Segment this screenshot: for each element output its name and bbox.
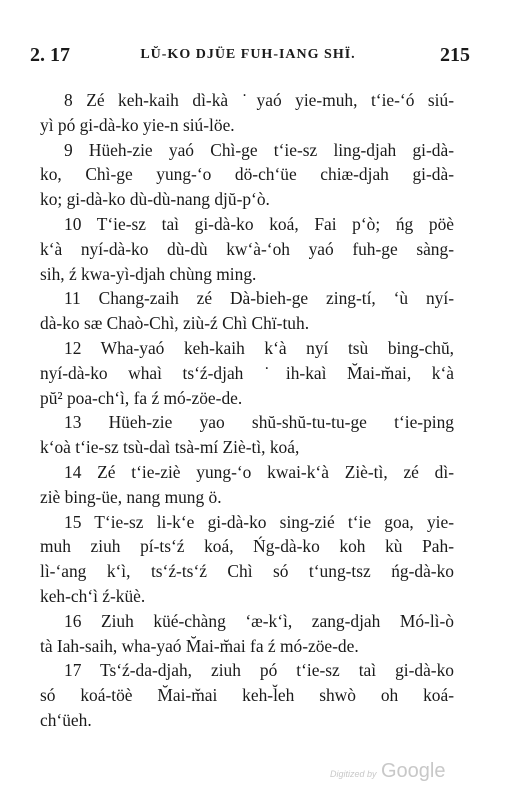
text-line: 9 Hüeh-zie yaó Chì-ge t‘ie-sz ling-djah gi-dà- xyxy=(64,139,454,160)
text-line: 8 Zé keh-kaih dì-kà ˙yaó yie-muh, t‘ie-‘ó siú- xyxy=(64,90,454,110)
text-line: lì-‘ang k‘ì, ts‘ź-ts‘ź Chì só t‘ung-tsz ńg-dà-ko xyxy=(40,561,454,582)
text-line: só koá-töè M̆ai-m̆ai keh-l̆eh shwò oh koá- xyxy=(40,685,454,706)
text-line: 15 T‘ie-sz li-k‘e gi-dà-ko sing-zié t‘ie goa, yie- xyxy=(64,511,454,532)
text-line: keh-ch‘ì ź-küè. xyxy=(40,585,146,606)
text-line: 16 Ziuh küé-chàng ‘æ-k‘ì, zang-djah Mó-lì-ò xyxy=(64,610,454,631)
watermark-prefix: Digitized by xyxy=(330,769,377,779)
running-title: LŬ-KO DJÜE FUH-IANG SHÏ. xyxy=(140,47,356,62)
text-line: nyí-dà-ko whaì ts‘ź-djah ˙ih-kaì M̆ai-m̆ai, k‘à xyxy=(40,362,454,383)
text-line: 11 Chang-zaih zé Dà-bieh-ge zing-tí, ‘ù nyí- xyxy=(64,288,454,309)
text-line: sih, ź kwa-yì-djah chùng ming. xyxy=(40,263,257,284)
digitized-watermark xyxy=(330,760,445,783)
running-header xyxy=(26,44,470,70)
text-line: k‘oà t‘ie-sz tsù-daì tsà-mí Ziè-tì, koá, xyxy=(40,437,300,458)
text-line: k‘à nyí-dà-ko dù-dù kw‘à-‘oh yaó fuh-ge sàng- xyxy=(40,238,454,259)
page-number: 215 xyxy=(440,44,470,66)
text-line: 12 Wha-yaó keh-kaih k‘à nyí tsù bing-chŭ, xyxy=(64,337,454,358)
text-line: 10 T‘ie-sz taì gi-dà-ko koá, Fai p‘ò; ńg pöè xyxy=(64,213,454,234)
text-line: tà Iah-saih, wha-yaó M̆ai-m̆ai fa ź mó-zöe-de. xyxy=(40,635,359,656)
text-line: ko; gi-dà-ko dù-dù-nang djŭ-p‘ò. xyxy=(40,189,270,210)
text-line: ch‘üeh. xyxy=(40,709,92,730)
text-line: pŭ² poa-ch‘ì, fa ź mó-zöe-de. xyxy=(40,387,243,408)
text-line: 17 Ts‘ź-da-djah, ziuh pó t‘ie-sz taì gi-dà-ko xyxy=(64,660,454,681)
text-line: ziè bing-üe, nang mung ö. xyxy=(40,486,222,507)
text-line: 13 Hüeh-zie yao shŭ-shŭ-tu-tu-ge t‘ie-ping xyxy=(64,412,454,433)
chapter-verse-ref: 2. 17 xyxy=(30,44,70,66)
text-line: yì pó gi-dà-ko yie-n siú-löe. xyxy=(40,114,235,135)
text-line: 14 Zé t‘ie-ziè yung-‘o kwai-k‘à Ziè-tì, zé dì- xyxy=(64,461,454,482)
text-line: muh ziuh pí-ts‘ź koá, Ńg-dà-ko koh kù Pah- xyxy=(40,536,454,557)
google-logo: Google xyxy=(380,760,446,782)
text-body xyxy=(40,88,454,733)
text-line: ko, Chì-ge yung-‘o dö-ch‘üe chiæ-djah gi-dà- xyxy=(40,164,454,185)
text-line: dà-ko sæ Chaò-Chì, ziù-ź Chì Chï-tuh. xyxy=(40,313,310,334)
